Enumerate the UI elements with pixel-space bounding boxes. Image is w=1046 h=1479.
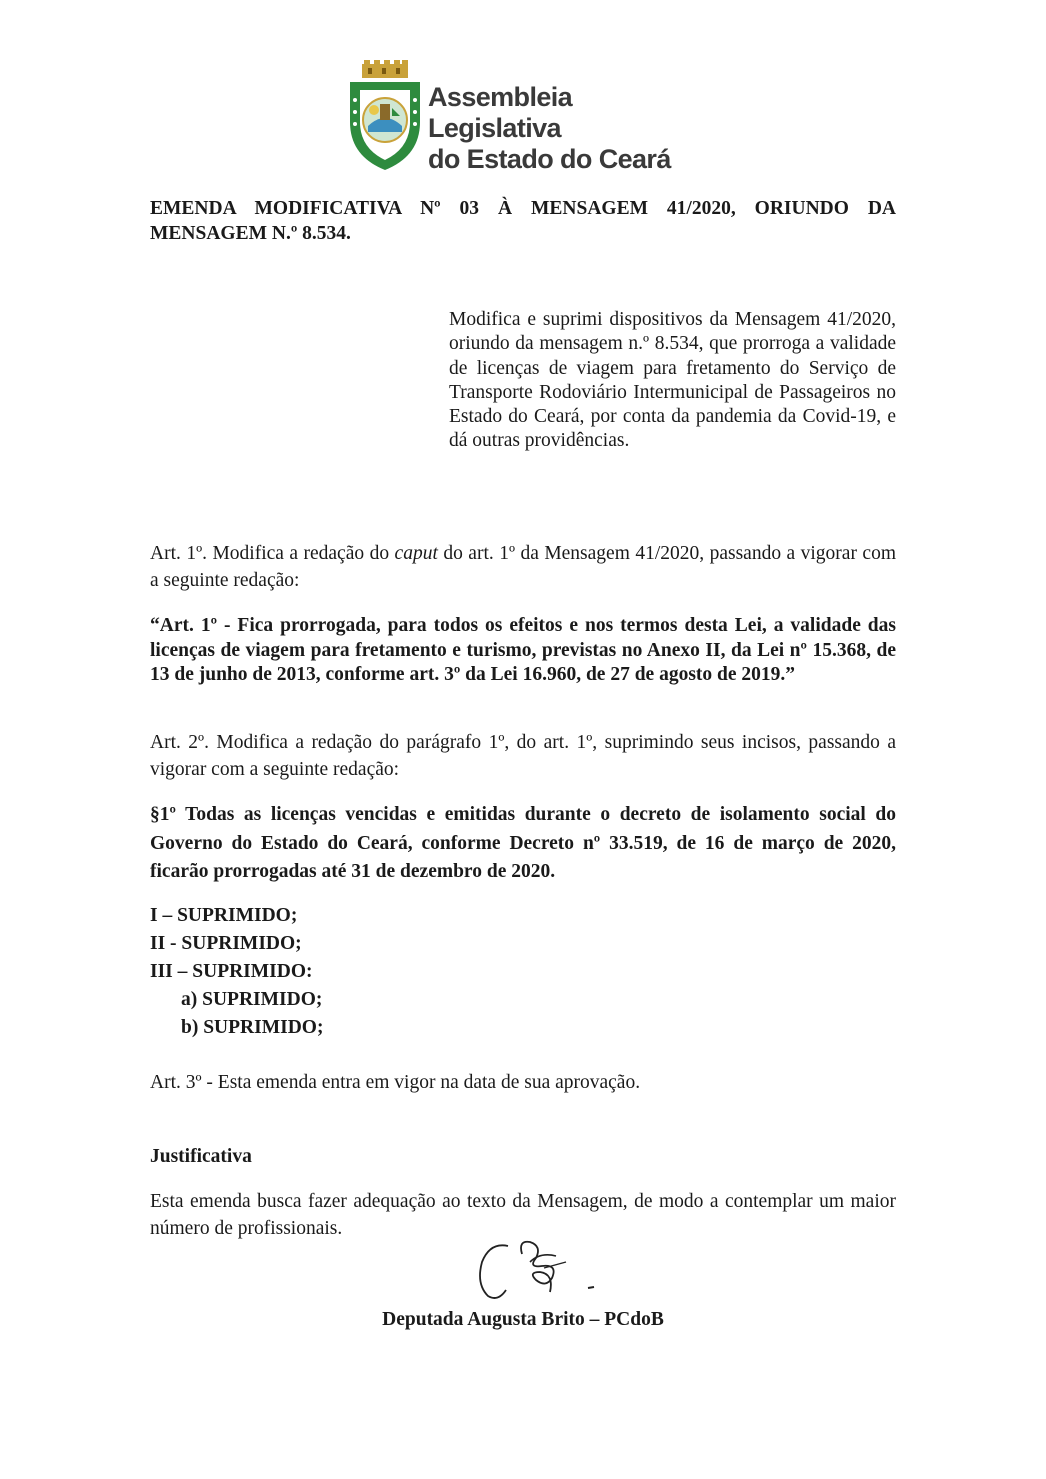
document-title: [150, 196, 896, 246]
article-1-new-text: “Art. 1º - Fica prorrogada, para todos os efeitos e nos termos desta Lei, a validade das licenças de viagem para fretamento e turismo, previstas no Anexo II, da Lei nº 15.368, de 13 de junho de 2013, conforme art. 3º da Lei 16.960, de 27 de agosto de 2019.”: [150, 615, 896, 685]
article-1-before: Art. 1º. Modifica a redação do: [150, 543, 395, 564]
article-2: Art. 2º. Modifica a redação do parágrafo 1º, do art. 1º, suprimindo seus incisos, passando a vigorar com a seguinte redação:: [150, 732, 896, 780]
ementa: Modifica e suprimi dispositivos da Mensagem 41/2020, oriundo da mensagem n.º 8.534, que prorroga a validade de licenças de viagem para fretamento do Serviço de Transporte Rodoviário Intermunicipal de Passageiros no Estado do Ceará, por conta da pandemia da Covid-19, e dá outras providências.: [449, 309, 896, 452]
alinea-item: a) SUPRIMIDO;: [181, 989, 323, 1010]
ceara-coat-of-arms-icon: [346, 60, 424, 172]
header-logo: [346, 60, 696, 175]
inciso-item: II - SUPRIMIDO;: [150, 933, 302, 954]
document-title-line2: MENSAGEM N.º 8.534.: [150, 223, 351, 244]
inciso-item: I – SUPRIMIDO;: [150, 905, 298, 926]
signer-name: Deputada Augusta Brito – PCdoB: [382, 1309, 664, 1330]
incisos-list: [150, 902, 323, 1042]
organization-name: [428, 82, 696, 175]
article-3: Art. 3º - Esta emenda entra em vigor na data de sua aprovação.: [150, 1072, 641, 1093]
paragraph-1-new-text: §1º Todas as licenças vencidas e emitidas durante o decreto de isolamento social do Governo do Estado do Ceará, conforme Decreto nº 33.519, de 16 de março de 2020, ficarão prorrogadas até 31 de dezembro de 2020.: [150, 804, 896, 882]
organization-name-line1: Assembleia Legislativa: [428, 82, 573, 143]
justificativa-heading: Justificativa: [150, 1146, 252, 1167]
article-1-after: do art. 1º da Mensagem 41/2020, passando a vigorar com a seguinte redação:: [150, 543, 896, 591]
article-1: [150, 540, 896, 594]
justificativa-text: Esta emenda busca fazer adequação ao texto da Mensagem, de modo a contemplar um maior número de profissionais.: [150, 1191, 896, 1239]
document-title-line1: EMENDA MODIFICATIVA Nº 03 À MENSAGEM 41/2020, ORIUNDO DA: [150, 198, 896, 219]
inciso-item: III – SUPRIMIDO:: [150, 961, 313, 982]
article-1-italic: caput: [394, 543, 438, 564]
alinea-item: b) SUPRIMIDO;: [181, 1017, 324, 1038]
organization-name-line2: do Estado do Ceará: [428, 144, 671, 174]
